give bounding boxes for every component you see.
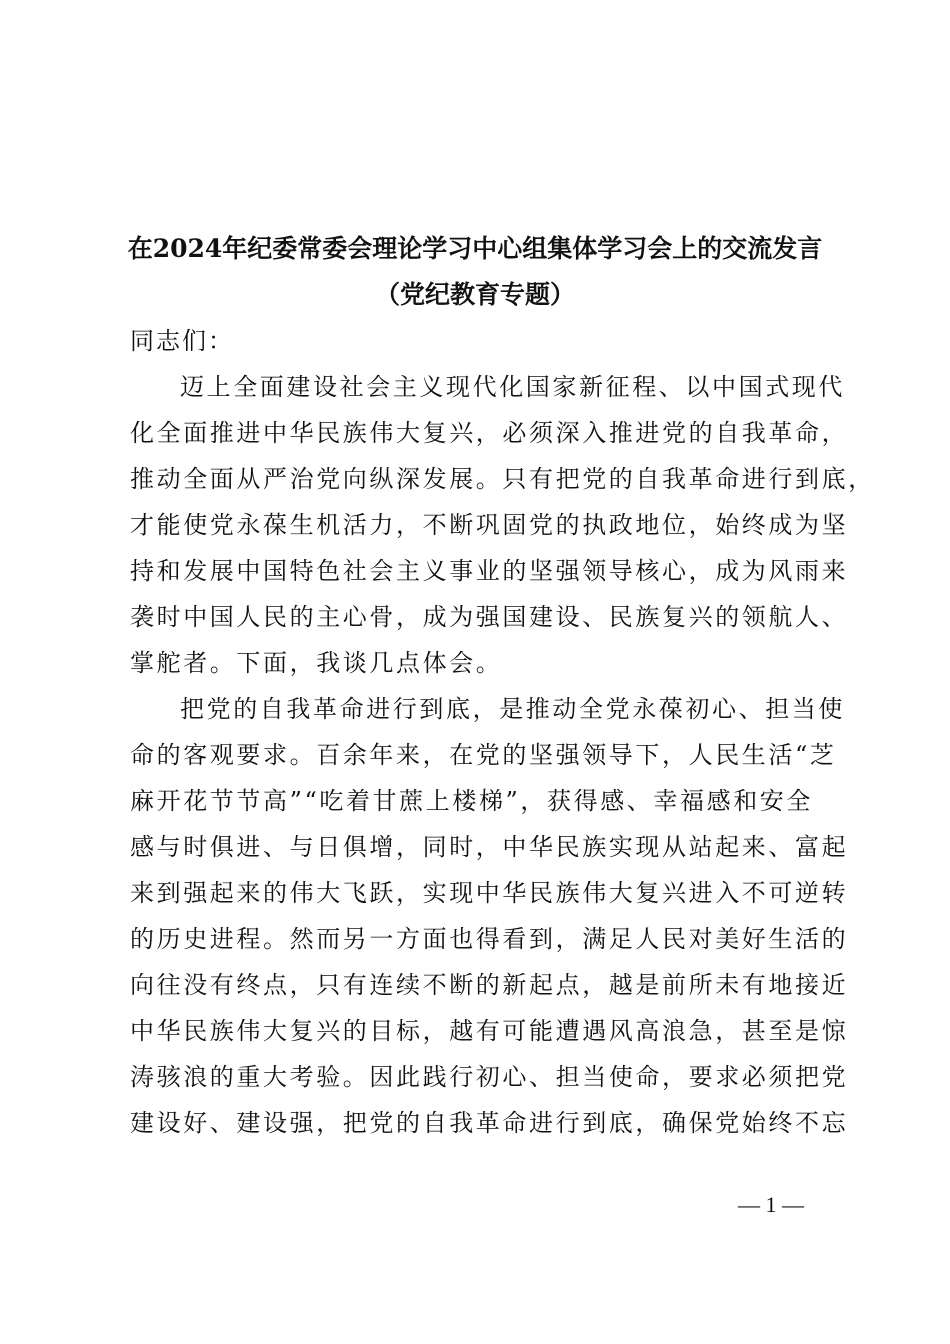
paragraph-1-line: 推动全面从严治党向纵深发展。只有把党的自我革命进行到底， <box>130 465 875 493</box>
paragraph-2-line: 的历史进程。然而另一方面也得看到，满足人民对美好生活的 <box>130 925 849 953</box>
paragraph-1-line: 掌舵者。下面，我谈几点体会。 <box>130 649 503 677</box>
paragraph-1-line: 迈上全面建设社会主义现代化国家新征程、以中国式现代 <box>180 373 845 401</box>
paragraph-1-line: 化全面推进中华民族伟大复兴，必须深入推进党的自我革命， <box>130 419 849 447</box>
paragraph-1-line: 才能使党永葆生机活力，不断巩固党的执政地位，始终成为坚 <box>130 511 849 539</box>
paragraph-2-line: 涛骇浪的重大考验。因此践行初心、担当使命，要求必须把党 <box>130 1063 849 1091</box>
paragraph-2-line: 把党的自我革命进行到底，是推动全党永葆初心、担当使 <box>180 695 845 723</box>
paragraph-2-line: 建设好、建设强，把党的自我革命进行到底，确保党始终不忘 <box>130 1109 849 1137</box>
document-subtitle: （党纪教育专题） <box>374 280 575 309</box>
page-number: — 1 — <box>738 1192 804 1217</box>
paragraph-2-line: 感与时俱进、与日俱增，同时，中华民族实现从站起来、富起 <box>130 833 849 861</box>
paragraph-2-line: 麻开花节节高”“吃着甘蔗上楼梯”，获得感、幸福感和安全 <box>130 787 814 815</box>
paragraph-1-line: 持和发展中国特色社会主义事业的坚强领导核心，成为风雨来 <box>130 557 849 585</box>
paragraph-2-line: 中华民族伟大复兴的目标，越有可能遭遇风高浪急，甚至是惊 <box>130 1017 849 1045</box>
document-title: 在2024年纪委常委会理论学习中心组集体学习会上的交流发言 <box>127 234 823 263</box>
paragraph-2-line: 来到强起来的伟大飞跃，实现中华民族伟大复兴进入不可逆转 <box>130 879 849 907</box>
paragraph-2-line: 命的客观要求。百余年来，在党的坚强领导下，人民生活“芝 <box>130 741 837 769</box>
paragraph-1-line: 袭时中国人民的主心骨，成为强国建设、民族复兴的领航人、 <box>130 603 849 631</box>
paragraph-2-line: 向往没有终点，只有连续不断的新起点，越是前所未有地接近 <box>130 971 849 999</box>
salutation: 同志们： <box>130 327 234 355</box>
